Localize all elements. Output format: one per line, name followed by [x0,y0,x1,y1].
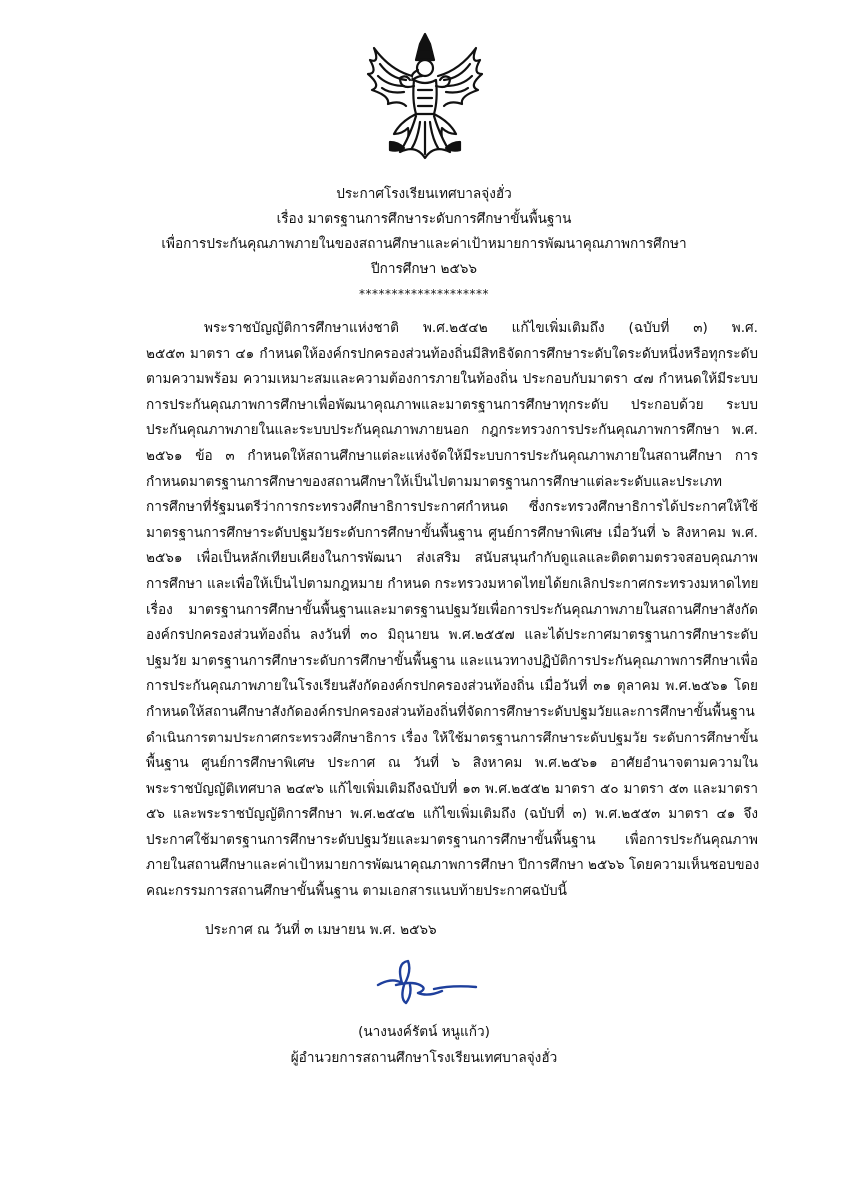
signer-name: (นางนงค์รัตน์ หนูแก้ว) [358,1024,490,1040]
body-line: การศึกษา และเพื่อให้เป็นไปตามกฎหมาย กำหนด กระทรวงมหาดไทยได้ยกเลิกประกาศกระทรวงมหาดไทย [146,575,759,592]
body-line: เรื่อง มาตรฐานการศึกษาขั้นพื้นฐานและมาตรฐานปฐมวัยเพื่อการประกันคุณภาพภายในสถานศึกษาสังกัด [146,601,758,618]
body-line: ภายในสถานศึกษาและค่าเป้าหมายการพัฒนาคุณภาพการศึกษา ปีการศึกษา ๒๕๖๖ โดยความเห็นชอบของ [146,857,760,874]
body-line: กำหนดมาตรฐานการศึกษาของสถานศึกษาให้เป็นไปตามมาตรฐานการศึกษาแต่ละระดับและประเภท [146,473,723,490]
separator-asterisks: ******************** [359,287,489,301]
body-line: ๒๕๕๓ มาตรา ๔๑ กำหนดให้องค์กรปกครองส่วนท้องถิ่นมีสิทธิจัดการศึกษาระดับใดระดับหนึ่งหรือทุกระดับ [146,345,758,362]
signature-icon [372,955,482,1010]
garuda-emblem-icon [360,30,490,165]
body-line: ประกาศใช้มาตรฐานการศึกษาระดับปฐมวัยและมาตรฐานการศึกษาขั้นพื้นฐาน เพื่อการประกันคุณภาพ [146,831,758,848]
announcement-body [146,316,758,905]
body-line: พระราชบัญญัติเทศบาล ๒๔๙๖ แก้ไขเพิ่มเติมถึงฉบับที่ ๑๓ พ.ศ.๒๕๕๒ มาตรา ๕๐ มาตรา ๕๓ และมาตรา [146,780,758,797]
body-line: องค์กรปกครองส่วนท้องถิ่น ลงวันที่ ๓๐ มิถุนายน พ.ศ.๒๕๕๗ และได้ประกาศมาตรฐานการศึกษาระดับ [146,627,758,644]
body-line: ปฐมวัย มาตรฐานการศึกษาระดับการศึกษาขั้นพื้นฐาน และแนวทางปฏิบัติการประกันคุณภาพการศึกษาเพื่อ [146,652,758,669]
body-line: พระราชบัญญัติการศึกษาแห่งชาติ พ.ศ.๒๕๔๒ แก้ไขเพิ่มเติมถึง (ฉบับที่ ๓) พ.ศ. [204,320,758,336]
announcement-date: ประกาศ ณ วันที่ ๓ เมษายน พ.ศ. ๒๕๖๖ [205,922,437,938]
body-line: กำหนดให้สถานศึกษาสังกัดองค์กรปกครองส่วนท้องถิ่นที่จัดการศึกษาระดับปฐมวัยและการศึกษาขั้นพื้นฐาน [146,703,755,720]
body-line: พื้นฐาน ศูนย์การศึกษาพิเศษ ประกาศ ณ วันที่ ๖ สิงหาคม พ.ศ.๒๕๖๑ อาศัยอำนาจตามความใน [146,755,758,772]
body-line: การศึกษาที่รัฐมนตรีว่าการกระทรวงศึกษาธิการประกาศกำหนด ซึ่งกระทรวงศึกษาธิการได้ประกาศให้ใช้ [146,499,758,516]
body-line: ๒๕๖๑ เพื่อเป็นหลักเทียบเคียงในการพัฒนา ส่งเสริม สนับสนุนกำกับดูแลและติดตามตรวจสอบคุณภาพ [146,550,758,567]
body-line: การประกันคุณภาพการศึกษาเพื่อพัฒนาคุณภาพและมาตรฐานการศึกษาทุกระดับ ประกอบด้วย ระบบ [146,396,758,413]
academic-year-line: ปีการศึกษา ๒๕๖๖ [370,261,478,277]
body-line: การประกันคุณภาพภายในโรงเรียนสังกัดองค์กรปกครองส่วนท้องถิ่น เมื่อวันที่ ๓๑ ตุลาคม พ.ศ.๒๕๖๑ โดย [146,678,758,695]
body-line: คณะกรรมการสถานศึกษาขั้นพื้นฐาน ตามเอกสารแนบท้ายประกาศฉบับนี้ [146,883,567,900]
body-line: ๕๖ และพระราชบัญญัติการศึกษา พ.ศ.๒๕๔๒ แก้ไขเพิ่มเติมถึง (ฉบับที่ ๓) พ.ศ.๒๕๕๓ มาตรา ๔๑ จึง [146,806,758,823]
announcement-header [0,182,848,307]
subject-line: เรื่อง มาตรฐานการศึกษาระดับการศึกษาขั้นพื้นฐาน [276,211,572,227]
signer-title: ผู้อำนวยการสถานศึกษาโรงเรียนเทศบาลจุ่งฮั่ว [290,1050,558,1066]
purpose-line: เพื่อการประกันคุณภาพภายในของสถานศึกษาและค่าเป้าหมายการพัฒนาคุณภาพการศึกษา [161,236,687,252]
body-line: ตามความพร้อม ความเหมาะสมและความต้องการภายในท้องถิ่น ประกอบกับมาตรา ๔๗ กำหนดให้มีระบบ [146,371,758,388]
body-line: ประกันคุณภาพภายในและระบบประกันคุณภาพภายนอก กฎกระทรวงการประกันคุณภาพการศึกษา พ.ศ. [146,422,758,439]
body-line: มาตรฐานการศึกษาระดับปฐมวัยระดับการศึกษาขั้นพื้นฐาน ศูนย์การศึกษาพิเศษ เมื่อวันที่ ๖ สิงหาคม พ.ศ. [146,524,758,541]
body-line: ดำเนินการตามประกาศกระทรวงศึกษาธิการ เรื่อง ให้ใช้มาตรฐานการศึกษาระดับปฐมวัย ระดับการศึกษาขั้น [146,730,758,746]
body-line: ๒๕๖๑ ข้อ ๓ กำหนดให้สถานศึกษาแต่ละแห่งจัดให้มีระบบการประกันคุณภาพภายในสถานศึกษา การ [146,447,758,464]
school-announcement-title: ประกาศโรงเรียนเทศบาลจุ่งฮั่ว [336,186,512,202]
